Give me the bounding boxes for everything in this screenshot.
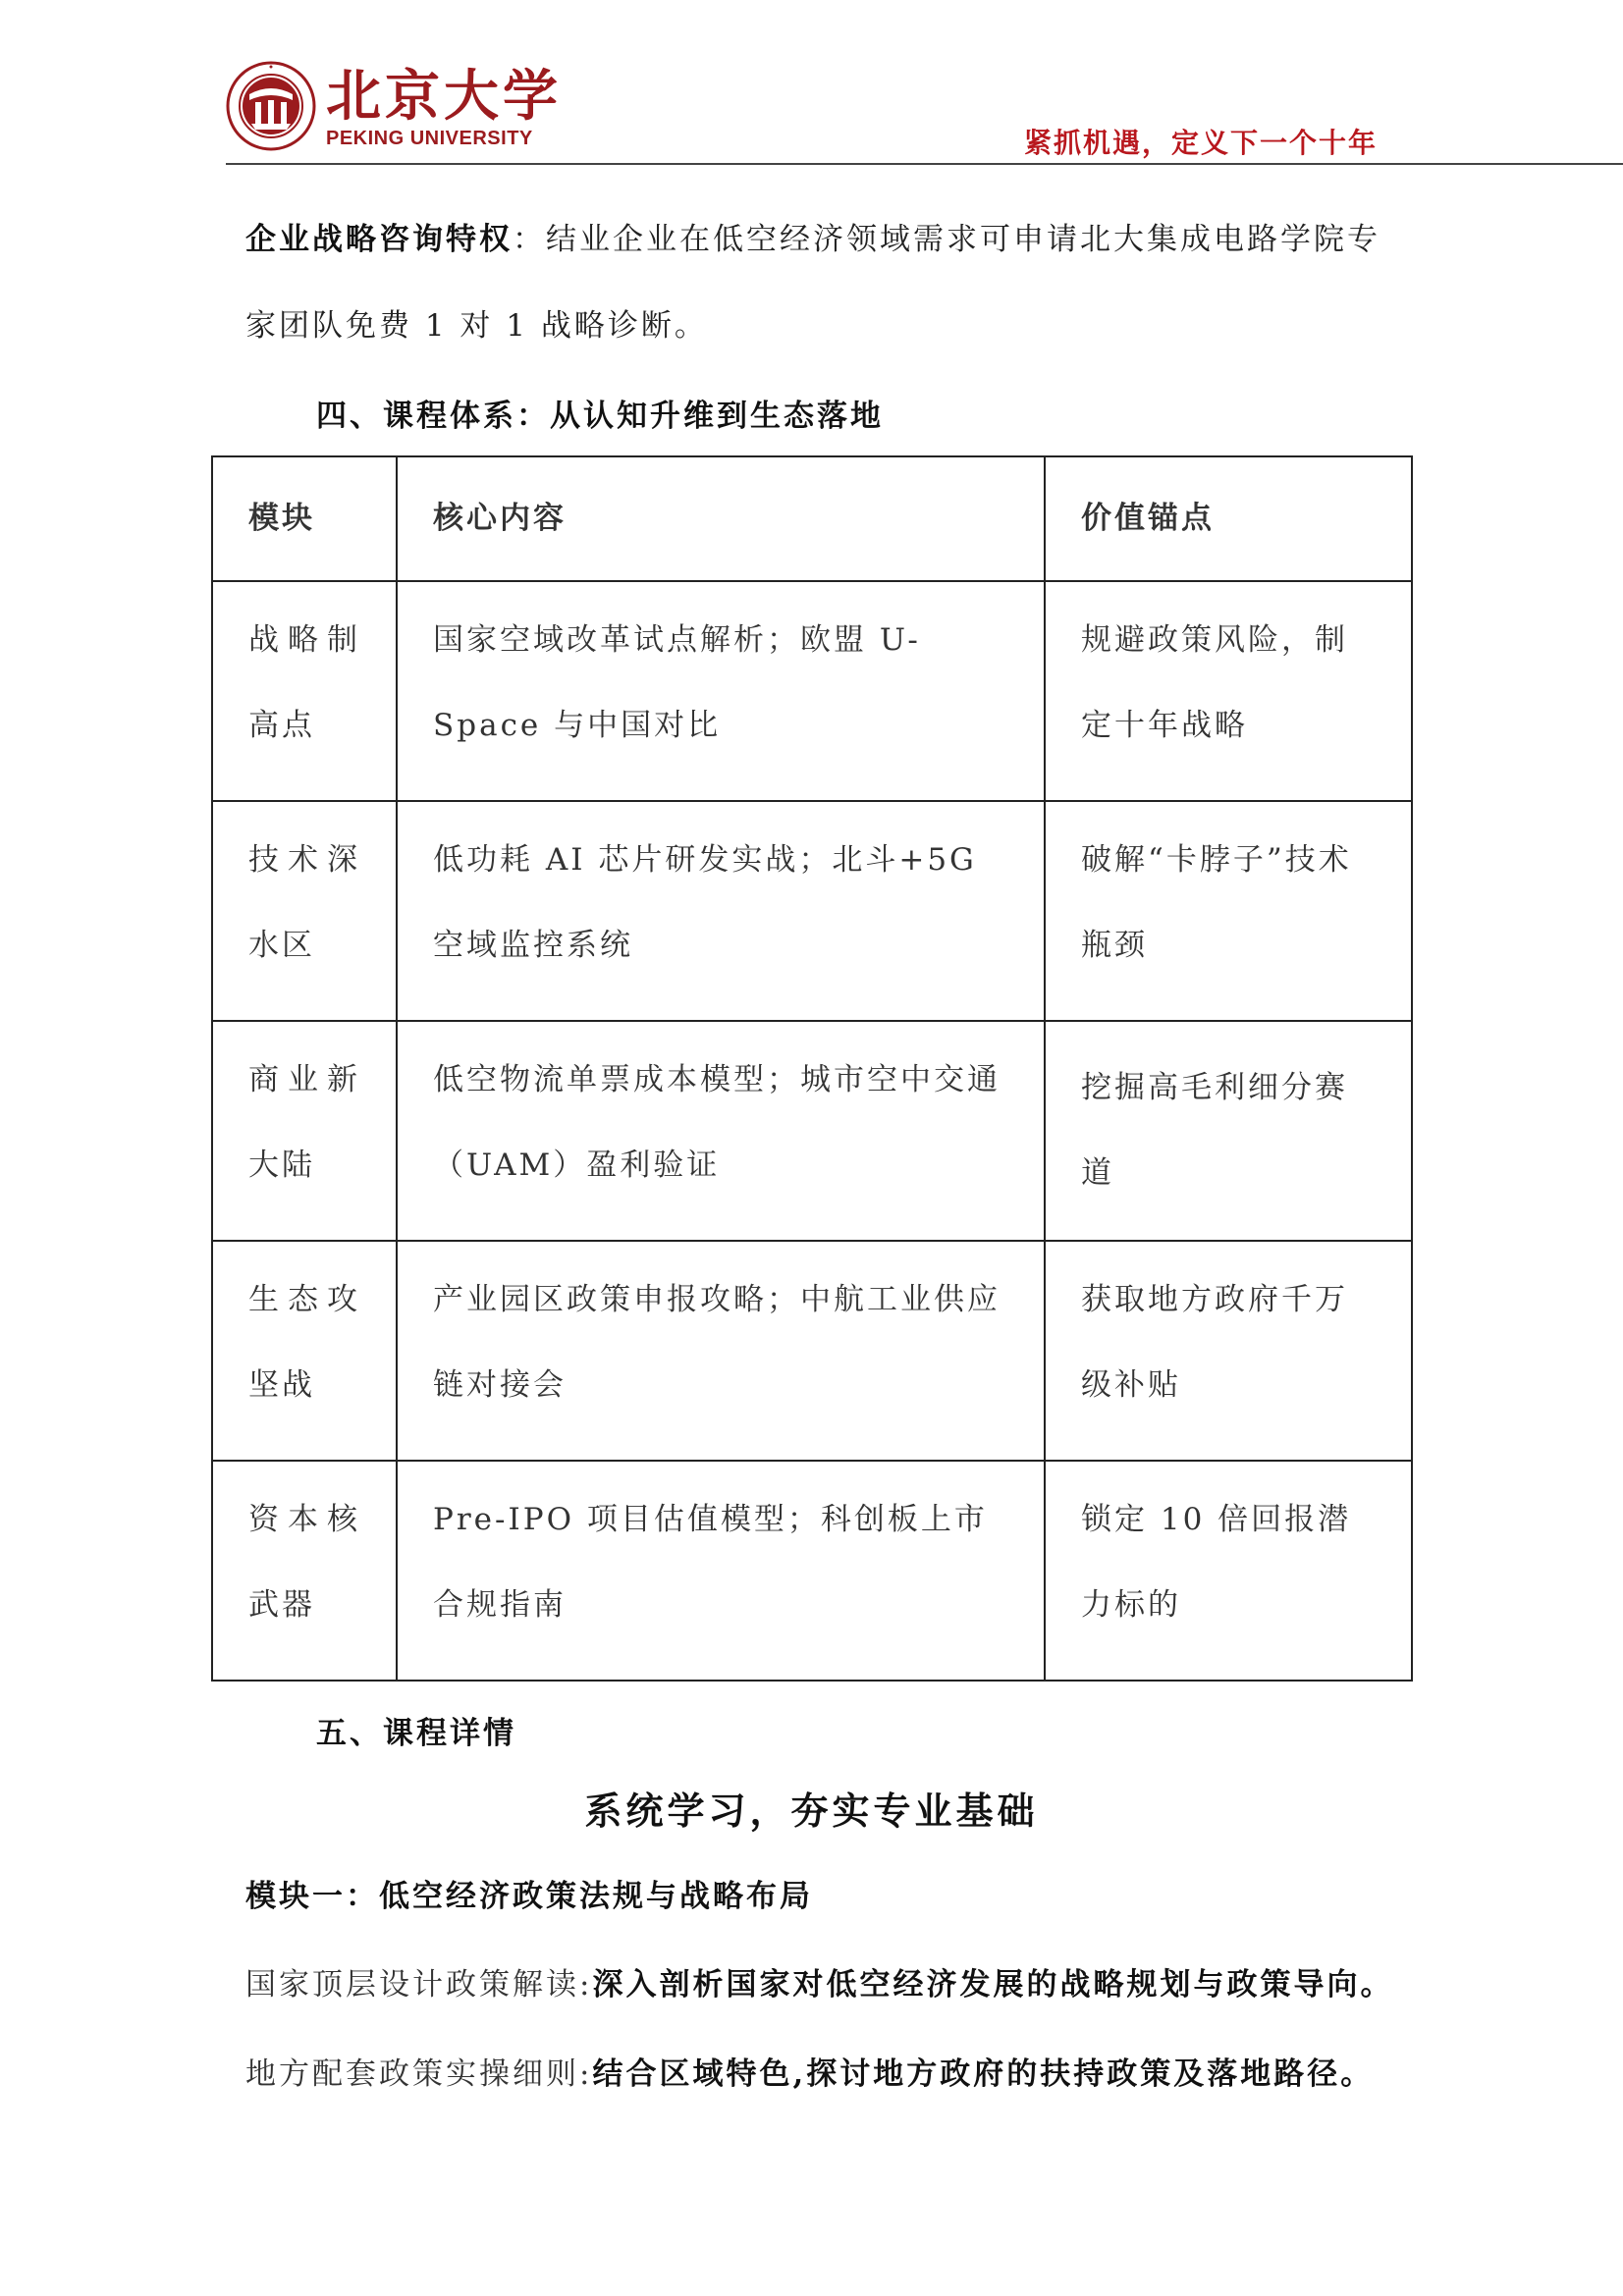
module-cell: 生态攻坚战 bbox=[248, 1282, 360, 1403]
value-cell: 规避政策风险，制定十年战略 bbox=[1081, 622, 1348, 743]
item-text: 深入剖析国家对低空经济发展的战略规划与政策导向。 bbox=[592, 1967, 1394, 2002]
privilege-paragraph bbox=[245, 196, 1394, 369]
value-cell: 获取地方政府千万级补贴 bbox=[1081, 1282, 1348, 1403]
value-cell: 锁定 10 倍回报潜力标的 bbox=[1081, 1502, 1352, 1623]
table-row bbox=[212, 1241, 1412, 1461]
table-row bbox=[212, 801, 1412, 1021]
header-module: 模块 bbox=[212, 456, 397, 581]
module-cell: 战略制高点 bbox=[248, 622, 360, 743]
content-cell: 低空物流单票成本模型；城市空中交通（UAM）盈利验证 bbox=[433, 1062, 1001, 1183]
privilege-text: ：结业企业在低空经济领域需求可申请北大集成电路学院专家团队免费 1 对 1 战略诊断。 bbox=[245, 222, 1380, 344]
privilege-label: 企业战略咨询特权 bbox=[245, 222, 513, 257]
course-system-table bbox=[211, 455, 1413, 1682]
header-content: 核心内容 bbox=[397, 456, 1045, 581]
header-divider bbox=[226, 163, 1623, 165]
value-cell: 破解“卡脖子”技术瓶颈 bbox=[1081, 842, 1352, 963]
page-header bbox=[0, 0, 1623, 167]
header-value: 价值锚点 bbox=[1045, 456, 1412, 581]
logo-chinese-name: 北京大学 bbox=[326, 64, 562, 129]
module-1-item bbox=[245, 1959, 1393, 2003]
table-row bbox=[212, 581, 1412, 801]
section-5-title: 五、课程详情 bbox=[316, 1716, 516, 1751]
item-label: 地方配套政策实操细则: bbox=[245, 2056, 593, 2092]
peking-university-seal-icon bbox=[226, 61, 316, 151]
content-cell: 产业园区政策申报攻略；中航工业供应链对接会 bbox=[433, 1282, 1001, 1403]
logo-english-name: PEKING UNIVERSITY bbox=[326, 128, 533, 149]
section-4-title: 四、课程体系：从认知升维到生态落地 bbox=[316, 399, 884, 434]
item-label: 国家顶层设计政策解读: bbox=[245, 1967, 593, 2002]
table-row bbox=[212, 1461, 1412, 1681]
content-cell: Pre-IPO 项目估值模型；科创板上市合规指南 bbox=[433, 1502, 988, 1623]
table-header-row bbox=[212, 456, 1412, 581]
content-cell: 国家空域改革试点解析；欧盟 U-Space 与中国对比 bbox=[433, 622, 921, 743]
module-1-item bbox=[245, 2049, 1374, 2093]
value-cell: 挖掘高毛利细分赛道 bbox=[1081, 1070, 1348, 1191]
module-cell: 商业新大陆 bbox=[248, 1062, 360, 1183]
item-text: 结合区域特色,探讨地方政府的扶持政策及落地路径。 bbox=[592, 2056, 1375, 2092]
header-slogan: 紧抓机遇，定义下一个十年 bbox=[1023, 127, 1378, 159]
module-cell: 技术深水区 bbox=[248, 842, 360, 963]
course-details-subtitle: 系统学习，夯实专业基础 bbox=[584, 1789, 1039, 1833]
content-cell: 低功耗 AI 芯片研发实战；北斗+5G 空域监控系统 bbox=[433, 842, 977, 963]
university-logo bbox=[226, 61, 579, 159]
module-cell: 资本核武器 bbox=[248, 1502, 360, 1623]
module-1-title: 模块一：低空经济政策法规与战略布局 bbox=[245, 1879, 813, 1914]
table-row bbox=[212, 1021, 1412, 1241]
